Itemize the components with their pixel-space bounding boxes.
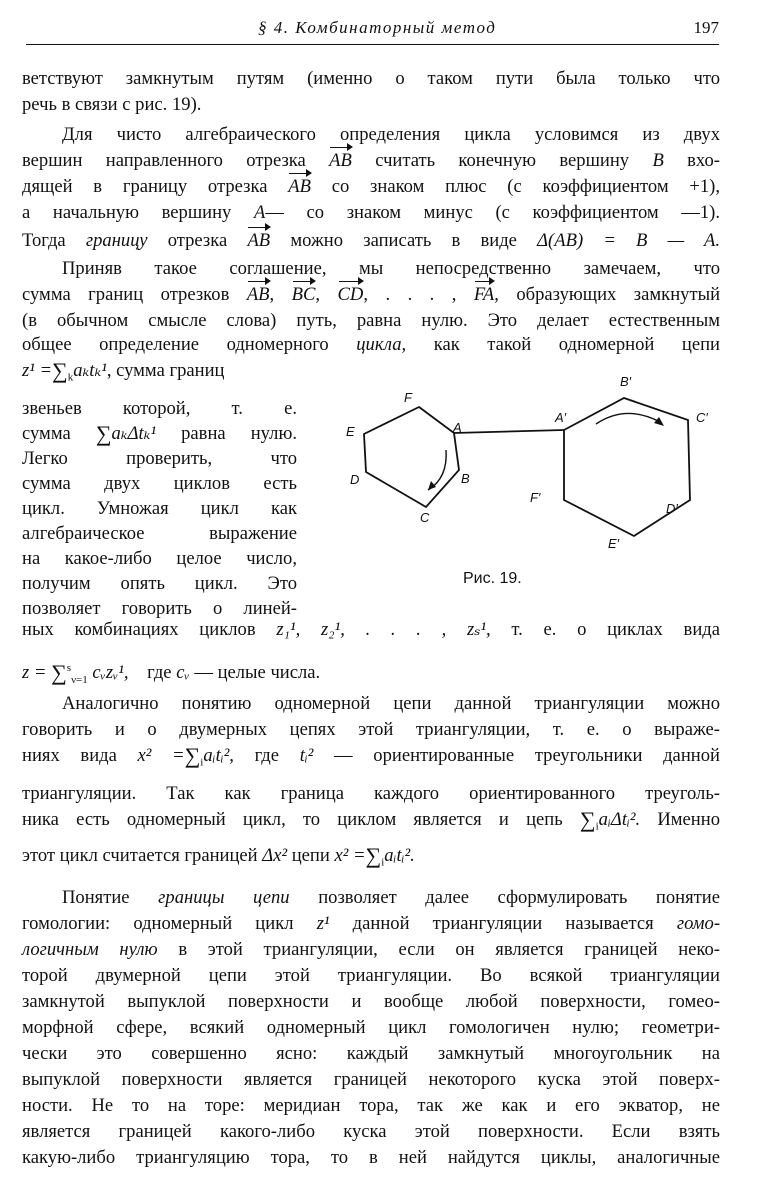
text-line: Легко проверить, что: [22, 448, 297, 469]
text-line: Тогда границу отрезка AB можно записать в виде Δ(AB) = B — A.: [22, 228, 720, 254]
text-line: сумма ∑aₖΔtₖ¹ равна нулю.: [22, 421, 297, 446]
figure-caption: Рис. 19.: [463, 570, 522, 587]
wrapped-text-column: [22, 358, 297, 621]
text-line: $z^1 =\sum_ka_kt_k^1$, сумма границ: [22, 358, 225, 384]
text-line: чески это совершенно ясно: каждый замкнутый многоугольник на: [22, 1043, 720, 1064]
text-line: Для чисто алгебраического определения цикла условимся из двух: [62, 124, 720, 145]
text-line: звеньев которой, т. е.: [22, 398, 297, 419]
text-line: триангуляции. Так как граница каждого ориентированного треуголь-: [22, 783, 720, 804]
text-line: (в обычном смысле слова) путь, равна нулю. Это делает естественным: [22, 310, 720, 331]
text-line: сумма двух циклов есть: [22, 473, 297, 494]
text-line: а начальную вершину A— со знаком минус (с коэффициентом —1).: [22, 202, 720, 223]
text-line: z = ∑$^s_{\nu=1}$ cᵥzᵥ¹, где cᵥ — целые числа.: [22, 660, 321, 686]
text-line: позволяет говорить о линей-: [22, 598, 297, 619]
vertex-label-E-prime: E′: [608, 536, 620, 551]
text-line: ности. Не то на торе: меридиан тора, так же как и его экватор, не: [22, 1095, 720, 1116]
figure-19: [334, 360, 724, 596]
text-line: Понятие границы цепи позволяет далее сформулировать понятие: [62, 887, 721, 908]
text-line: выпуклой поверхности является границей некоторого куска этой поверх-: [22, 1069, 720, 1090]
text-line: Аналогично понятию одномерной цепи данной триангуляции можно: [62, 693, 720, 714]
vertex-label-A-prime: A′: [555, 410, 567, 425]
text-line: речь в связи с рис. 19).: [22, 94, 202, 115]
text-line: на какое-либо целое число,: [22, 548, 297, 569]
orientation-arrow-right: [596, 413, 660, 424]
text-line: ника есть одномерный цикл, то циклом является и цепь $\sum_iaᵢ\Delta tᵢ^2$. Именно: [22, 807, 721, 833]
text-line: общее определение одномерного цикла, как такой одномерной цепи: [22, 334, 721, 355]
text-line: алгебраическое выражение: [22, 523, 297, 544]
text-line: ных комбинациях циклов z₁¹, z₂¹, . . . , zₛ¹, т. е. о циклах вида: [22, 619, 720, 640]
section-title: § 4. Комбинаторный метод: [258, 18, 497, 37]
text-line: торой двумерной цепи этой триангуляции. Во всякой триангуляции: [22, 965, 720, 986]
vertex-label-F: F: [404, 390, 412, 405]
vertex-label-D: D: [350, 472, 360, 487]
text-line: говорить и о двумерных цепях этой триангуляции, т. е. о выраже-: [22, 719, 720, 740]
text-line: гомологии: одномерный цикл z¹ данной триангуляции называется гомо-: [22, 913, 721, 934]
text-line: ниях вида $x^2 =\sum_iaᵢtᵢ^2$, где tᵢ² — ориентированные треугольники данной: [22, 743, 720, 769]
vertex-label-C-prime: C′: [696, 410, 708, 425]
vertex-label-D-prime: D′: [666, 501, 678, 516]
vertex-label-B-prime: B′: [620, 374, 632, 389]
vertex-label-B: B: [461, 471, 470, 486]
text-line: замкнутой выпуклой поверхности и вообще любой поверхности, гомео-: [22, 991, 720, 1012]
page-number: 197: [693, 18, 719, 37]
text-line: цикл. Умножая цикл как: [22, 498, 297, 519]
text-line: этот цикл считается границей Δx² цепи $x^2 =\sum_iaᵢtᵢ^2$.: [22, 843, 415, 869]
running-header: [26, 14, 719, 45]
hexagon-left: [364, 398, 690, 536]
text-line: морфной сфере, всякий одномерный цикл гомологичен нулю; геометри-: [22, 1017, 720, 1038]
text-line: ветствуют замкнутым путям (именно о таком пути была только что: [22, 68, 720, 89]
vertex-label-A: A: [453, 420, 462, 435]
vertex-label-E: E: [346, 424, 355, 439]
vertex-label-F-prime: F′: [530, 490, 541, 505]
text-line: получим опять цикл. Это: [22, 573, 297, 594]
text-line: сумма границ отрезков AB, BC, CD, . . . , FA, образующих замкнутый: [22, 282, 720, 308]
text-line: Приняв такое соглашение, мы непосредственно замечаем, что: [62, 258, 720, 279]
text-line: какую-либо триангуляцию тора, то в ней найдутся циклы, аналогичные: [22, 1147, 720, 1168]
text-line: вершин направленного отрезка AB считать конечную вершину B вхо-: [22, 148, 720, 174]
text-line: дящей в границу отрезка AB со знаком плюс (с коэффициентом +1),: [22, 174, 720, 200]
vertex-label-C: C: [420, 510, 430, 525]
text-line: логичным нулю в этой триангуляции, если он является границей неко-: [22, 939, 720, 960]
text-line: является границей какого-либо куска этой поверхности. Если взять: [22, 1121, 720, 1142]
